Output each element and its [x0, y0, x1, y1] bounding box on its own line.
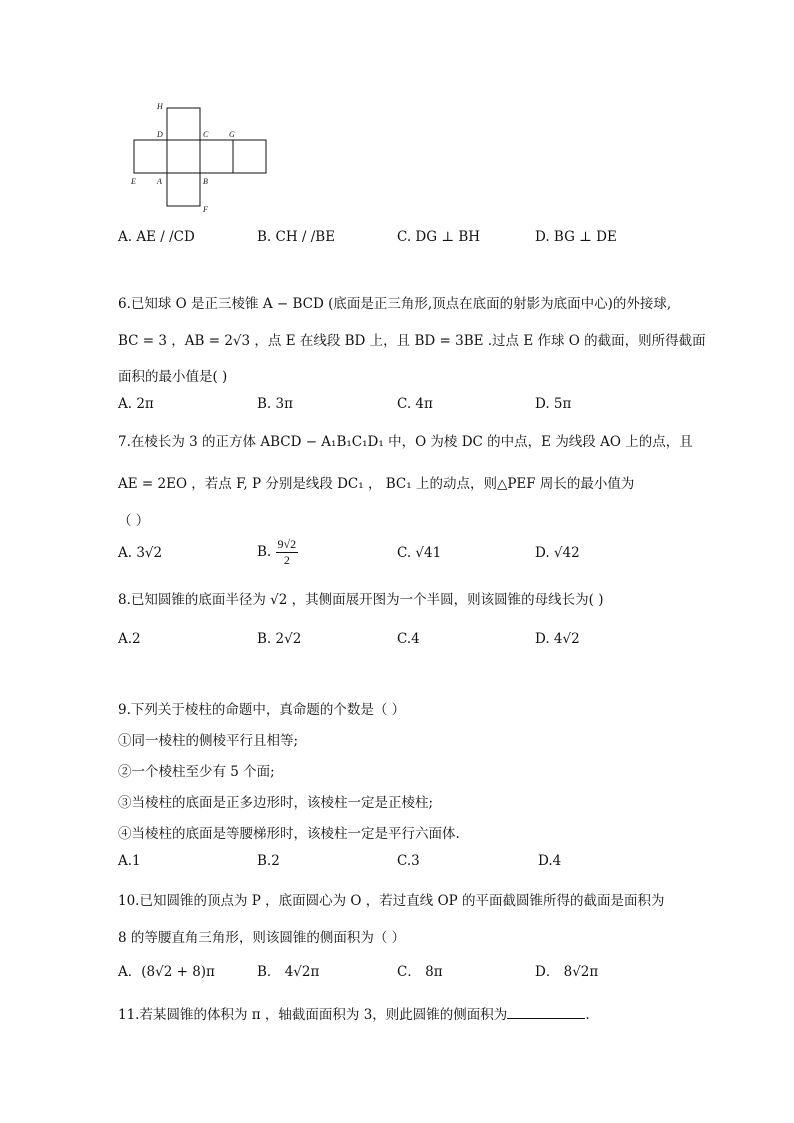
label-C: C	[203, 130, 209, 139]
q6-option-b: B. 3π	[257, 396, 293, 412]
net-square-center	[167, 140, 200, 173]
q6-option-a: A. 2π	[118, 396, 154, 412]
q7-option-b-label: B.	[257, 544, 272, 560]
q5-option-a: A. AE / /CD	[118, 229, 195, 245]
q9-item-2: ②一个棱柱至少有 5 个面;	[118, 764, 275, 780]
q6-line1: 6.已知球 O 是正三棱锥 A − BCD (底面是正三角形,顶点在底面的射影为底面中心)的外接球,	[118, 296, 672, 312]
q7-option-b	[257, 537, 298, 568]
label-H: H	[157, 102, 163, 111]
q9-option-c: C.3	[397, 853, 420, 869]
q8-option-a: A.2	[118, 631, 141, 647]
q7-line3: （ ）	[118, 513, 150, 529]
q6-option-c: C. 4π	[397, 396, 433, 412]
label-D: D	[157, 130, 163, 139]
q7-option-a: A. 3√2	[118, 545, 163, 561]
q6-option-d: D. 5π	[535, 396, 572, 412]
q9-option-b: B.2	[257, 853, 280, 869]
q11-text: 11.若某圆锥的体积为 π ，轴截面面积为 3，则此圆锥的侧面积为	[118, 1007, 508, 1023]
q8-line1: 8.已知圆锥的底面半径为 √2 ，其侧面展开图为一个半圆，则该圆锥的母线长为( )	[118, 592, 604, 608]
fraction-numerator: 9√2	[277, 537, 297, 551]
net-square-right2	[233, 140, 266, 173]
q7-option-b-fraction	[276, 537, 299, 568]
q9-item-4: ④当棱柱的底面是等腰梯形时，该棱柱一定是平行六面体.	[118, 826, 460, 842]
q7-line1: 7.在棱长为 3 的正方体 ABCD − A₁B₁C₁D₁ 中，O 为棱 DC 的中点，E 为线段 AO 上的点，且	[118, 434, 693, 450]
q6-line3: 面积的最小值是( )	[118, 369, 228, 385]
q9-option-a: A.1	[118, 853, 141, 869]
q5-option-b: B. CH / /BE	[257, 229, 336, 245]
q10-option-b: B． 4√2π	[257, 964, 320, 980]
q10-line2: 8 的等腰直角三角形，则该圆锥的侧面积为（ ）	[118, 930, 406, 946]
q7-option-c: C. √41	[397, 545, 442, 561]
label-G: G	[229, 130, 235, 139]
net-square-right1	[200, 140, 233, 173]
q11-line1	[118, 1003, 590, 1023]
q10-option-a: A．(8√2 + 8)π	[118, 964, 215, 980]
q7-line2: AE = 2EO ，若点 F, P 分别是线段 DC₁ ， BC₁ 上的动点，则△PEF 周长的最小值为	[118, 476, 635, 492]
q6-line2: BC = 3 ，AB = 2√3 ，点 E 在线段 BD 上，且 BD = 3BE .过点 E 作球 O 的截面，则所得截面	[118, 333, 706, 349]
net-square-bottom	[167, 173, 200, 206]
fraction-denominator: 2	[283, 553, 290, 567]
q5-option-d: D. BG ⊥ DE	[535, 229, 617, 245]
q8-option-c: C.4	[397, 631, 420, 647]
answer-blank[interactable]	[507, 1006, 585, 1019]
label-A: A	[157, 177, 162, 186]
q5-option-c: C. DG ⊥ BH	[397, 229, 481, 245]
q11-end: .	[585, 1007, 590, 1023]
label-E: E	[131, 177, 136, 186]
q8-option-b: B. 2√2	[257, 631, 302, 647]
cube-net-figure	[125, 98, 275, 218]
q10-option-c: C． 8π	[397, 964, 443, 980]
label-F: F	[203, 205, 208, 214]
net-square-top	[167, 108, 200, 140]
q7-option-d: D. √42	[535, 545, 580, 561]
q9-line1: 9.下列关于棱柱的命题中，真命题的个数是（ ）	[118, 702, 406, 718]
q9-option-d: D.4	[538, 853, 562, 869]
net-square-left	[134, 140, 167, 173]
q10-option-d: D． 8√2π	[535, 964, 599, 980]
q8-option-d: D. 4√2	[535, 631, 580, 647]
label-B: B	[203, 177, 208, 186]
q10-line1: 10.已知圆锥的顶点为 P ，底面圆心为 O ，若过直线 OP 的平面截圆锥所得的截面是面积为	[118, 893, 665, 909]
q9-item-3: ③当棱柱的底面是正多边形时，该棱柱一定是正棱柱;	[118, 795, 434, 811]
q9-item-1: ①同一棱柱的侧棱平行且相等;	[118, 733, 299, 749]
